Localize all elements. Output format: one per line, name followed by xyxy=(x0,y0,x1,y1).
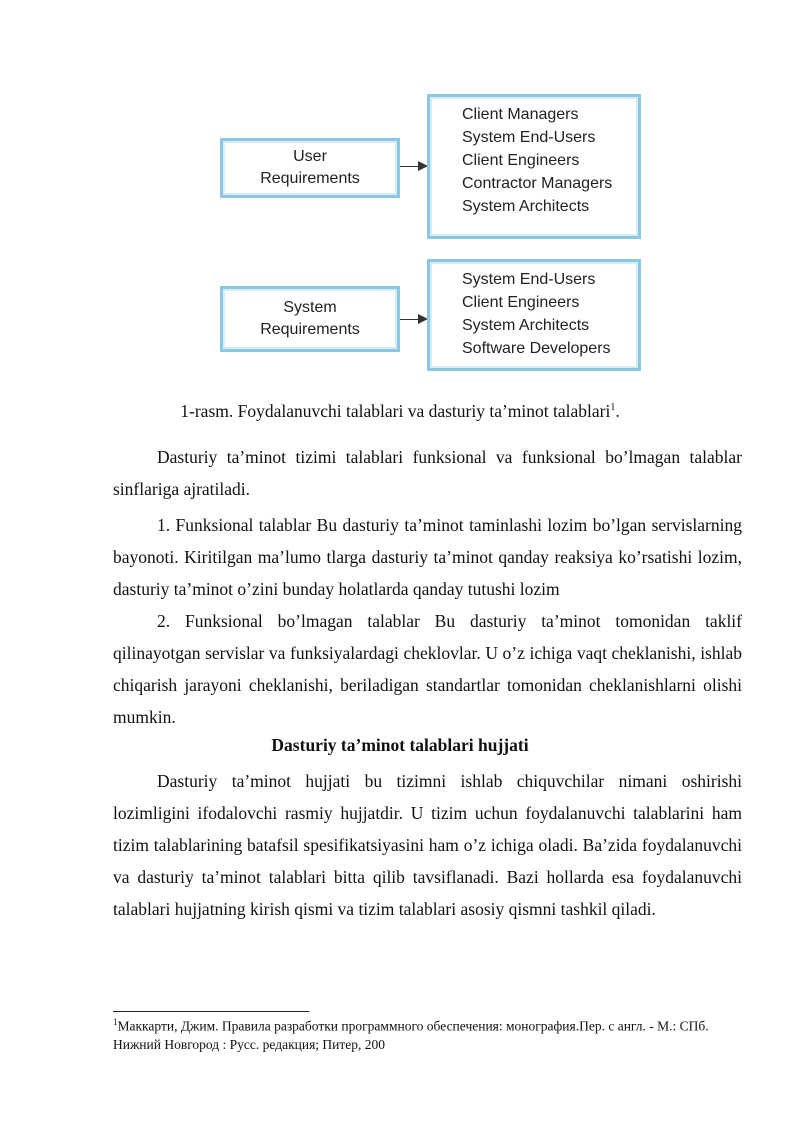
system-reader-item: System End-Users xyxy=(462,271,596,288)
caption-end: . xyxy=(615,401,620,421)
footnote-text: Маккарти, Джим. Правила разработки программного обеспечения: монография.Пер. с англ. - М.: СПб. Нижний Новгород : Русс. редакция; Питер, 200 xyxy=(113,1018,709,1052)
user-requirements-arrow xyxy=(400,166,426,167)
section-heading: Dasturiy ta’minot talablari hujjati xyxy=(271,735,529,755)
footnote xyxy=(113,1013,753,1054)
user-requirements-line1: User xyxy=(293,148,327,165)
paragraph: 1. Funksional talablar Bu dasturiy ta’minot taminlashi lozim bo’lgan servislarning bayonoti. Kiritilgan ma’lumo tlarga dasturiy ta’minot qanday reaksiya ko’rsatishi lozim, dasturiy ta’minot o’zini bunday holatlarda qanday tutushi lozim xyxy=(113,515,742,599)
figure-caption xyxy=(0,401,800,422)
requirements-readers-diagram xyxy=(0,0,800,380)
system-requirements-arrow xyxy=(400,319,426,320)
user-reader-item: Client Managers xyxy=(462,106,579,123)
user-reader-item: System End-Users xyxy=(462,129,596,146)
paragraph: 2. Funksional bo’lmagan talablar Bu dasturiy ta’minot tomonidan taklif qilinayotgan servislar va funksiyalardagi cheklovlar. U o’z ichiga vaqt cheklanishi, ishlab chiqarish jarayoni cheklanishi, beriladigan standartlar tomonidan cheklanishlarni olishi mumkin. xyxy=(113,611,742,727)
system-requirements-line1: System xyxy=(283,299,337,316)
system-reader-item: Client Engineers xyxy=(462,294,580,311)
user-requirements-line2: Requirements xyxy=(260,170,360,187)
user-reader-item: Client Engineers xyxy=(462,152,580,169)
system-reader-item: Software Developers xyxy=(462,340,611,357)
caption-text: 1-rasm. Foydalanuvchi talablari va dasturiy ta’minot talablari xyxy=(180,401,611,421)
caption-footnote-ref[interactable]: 1 xyxy=(610,402,616,414)
user-requirements-box xyxy=(220,138,400,198)
system-requirements-line2: Requirements xyxy=(260,321,360,338)
footnote-divider xyxy=(113,1011,309,1012)
footnote-ref: 1 xyxy=(113,1017,118,1027)
paragraph: Dasturiy ta’minot hujjati bu tizimni ishlab chiquvchilar nimani oshirishi lozimligini ifodalovchi rasmiy hujjatdir. U tizim uchun foydalanuvchi talablarini ham tizim talablarining batafsil spesifikatsiyasini ham o’z ichiga oladi. Ba’zida foydalanuvchi va dasturiy ta’minot talablari bitta qilib tavsiflanadi. Bazi hollarda esa foydalanuvchi talablari hujjatning kirish qismi va tizim talablari asosiy qismni tashkil qiladi. xyxy=(113,771,742,919)
paragraph: Dasturiy ta’minot tizimi talablari funksional va funksional bo’lmagan talablar sinflariga ajratiladi. xyxy=(113,447,742,499)
user-readers-box xyxy=(427,94,641,239)
system-readers-box xyxy=(427,259,641,371)
user-reader-item: System Architects xyxy=(462,198,590,215)
system-requirements-box xyxy=(220,286,400,352)
user-reader-item: Contractor Managers xyxy=(462,175,613,192)
system-reader-item: System Architects xyxy=(462,317,590,334)
